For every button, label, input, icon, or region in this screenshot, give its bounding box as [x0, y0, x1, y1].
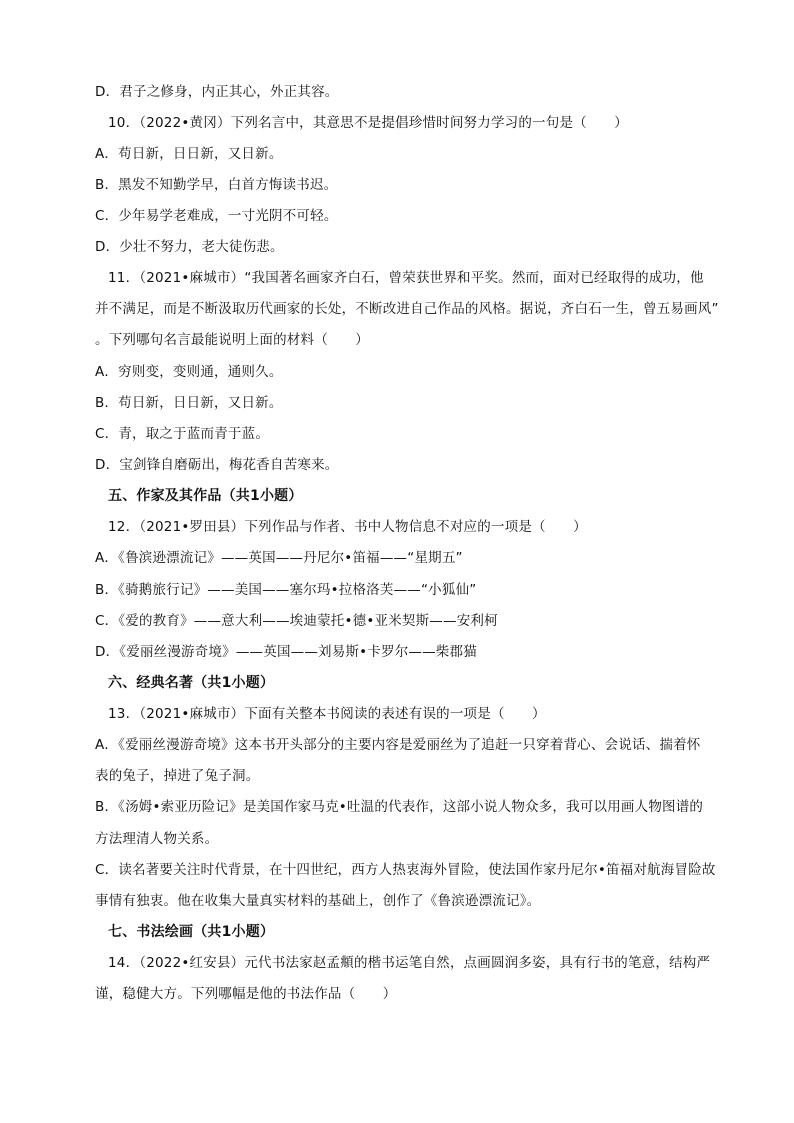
q10-option-d: D．少壮不努力，老大徒伤悲。	[95, 239, 284, 255]
q13-option-c-line-1: C．读名著要关注时代背景，在十四世纪，西方人热衷海外冒险，使法国作家丹尼尔•笛福对航海冒险故	[95, 862, 716, 878]
section-heading-7: 七、书法绘画（共1小题）	[108, 924, 275, 940]
q12-option-b: B．《骑鹅旅行记》——美国——塞尔玛•拉格洛芙——“小狐仙”	[95, 582, 477, 598]
q10-option-b: B．黑发不知勤学早，白首方悔读书迟。	[95, 177, 338, 193]
q11-option-a: A．穷则变，变则通，通则久。	[95, 364, 283, 380]
q11-option-d: D．宝剑锋自磨砺出，梅花香自苦寒来。	[95, 457, 339, 473]
section-heading-5: 五、作家及其作品（共1小题）	[108, 488, 303, 504]
q11-stem-line-2: 并不满足，而是不断汲取历代画家的长处，不断改进自己作品的风格。据说，齐白石一生，曾五易画风”	[95, 301, 719, 317]
q12-option-d: D．《爱丽丝漫游奇境》——英国——刘易斯•卡罗尔——柴郡猫	[95, 644, 477, 660]
q11-stem-line-1: 11．（2021•麻城市）“我国著名画家齐白石，曾荣获世界和平奖。然而，面对已经取得的成功，他	[108, 270, 704, 286]
q10-option-c: C．少年易学老难成，一寸光阴不可轻。	[95, 208, 338, 224]
q11-option-c: C．青，取之于蓝而青于蓝。	[95, 426, 270, 442]
q11-option-b: B．苟日新，日日新，又日新。	[95, 395, 283, 411]
q10-option-a: A．苟日新，日日新，又日新。	[95, 146, 283, 162]
q14-stem-line-2: 谨，稳健大方。下列哪幅是他的书法作品（ ）	[95, 986, 397, 1002]
q12-option-a: A．《鲁滨逊漂流记》——英国——丹尼尔•笛福——“星期五”	[95, 550, 463, 566]
q13-option-a-line-2: 表的兔子，掉进了兔子洞。	[95, 768, 260, 784]
q13-option-b-line-2: 方法理清人物关系。	[95, 831, 219, 847]
q10-stem: 10．（2022•黄冈）下列名言中，其意思不是提倡珍惜时间努力学习的一句是（ ）	[108, 115, 628, 131]
q13-option-c-line-2: 事情有独衷。他在收集大量真实材料的基础上，创作了《鲁滨逊漂流记》。	[95, 893, 541, 909]
q13-stem: 13．（2021•麻城市）下面有关整本书阅读的表述有误的一项是（ ）	[108, 706, 546, 722]
q12-option-c: C．《爱的教育》——意大利——埃迪蒙托•德•亚米契斯——安利柯	[95, 613, 498, 629]
q14-stem-line-1: 14．（2022•红安县）元代书法家赵孟頫的楷书运笔自然，点画圆润多姿，具有行书的笔意，结构严	[108, 955, 711, 971]
q13-option-a-line-1: A．《爱丽丝漫游奇境》这本书开头部分的主要内容是爱丽丝为了追赶一只穿着背心、会说话、揣着怀	[95, 737, 701, 753]
section-heading-6: 六、经典名著（共1小题）	[108, 675, 275, 691]
q9-option-d: D．君子之修身，内正其心，外正其容。	[95, 84, 339, 100]
q12-stem: 12．（2021•罗田县）下列作品与作者、书中人物信息不对应的一项是（ ）	[108, 519, 587, 535]
q11-stem-line-3: 。下列哪句名言最能说明上面的材料（ ）	[95, 332, 369, 348]
q13-option-b-line-1: B．《汤姆•索亚历险记》是美国作家马克•吐温的代表作，这部小说人物众多，我可以用画人物图谱的	[95, 799, 704, 815]
